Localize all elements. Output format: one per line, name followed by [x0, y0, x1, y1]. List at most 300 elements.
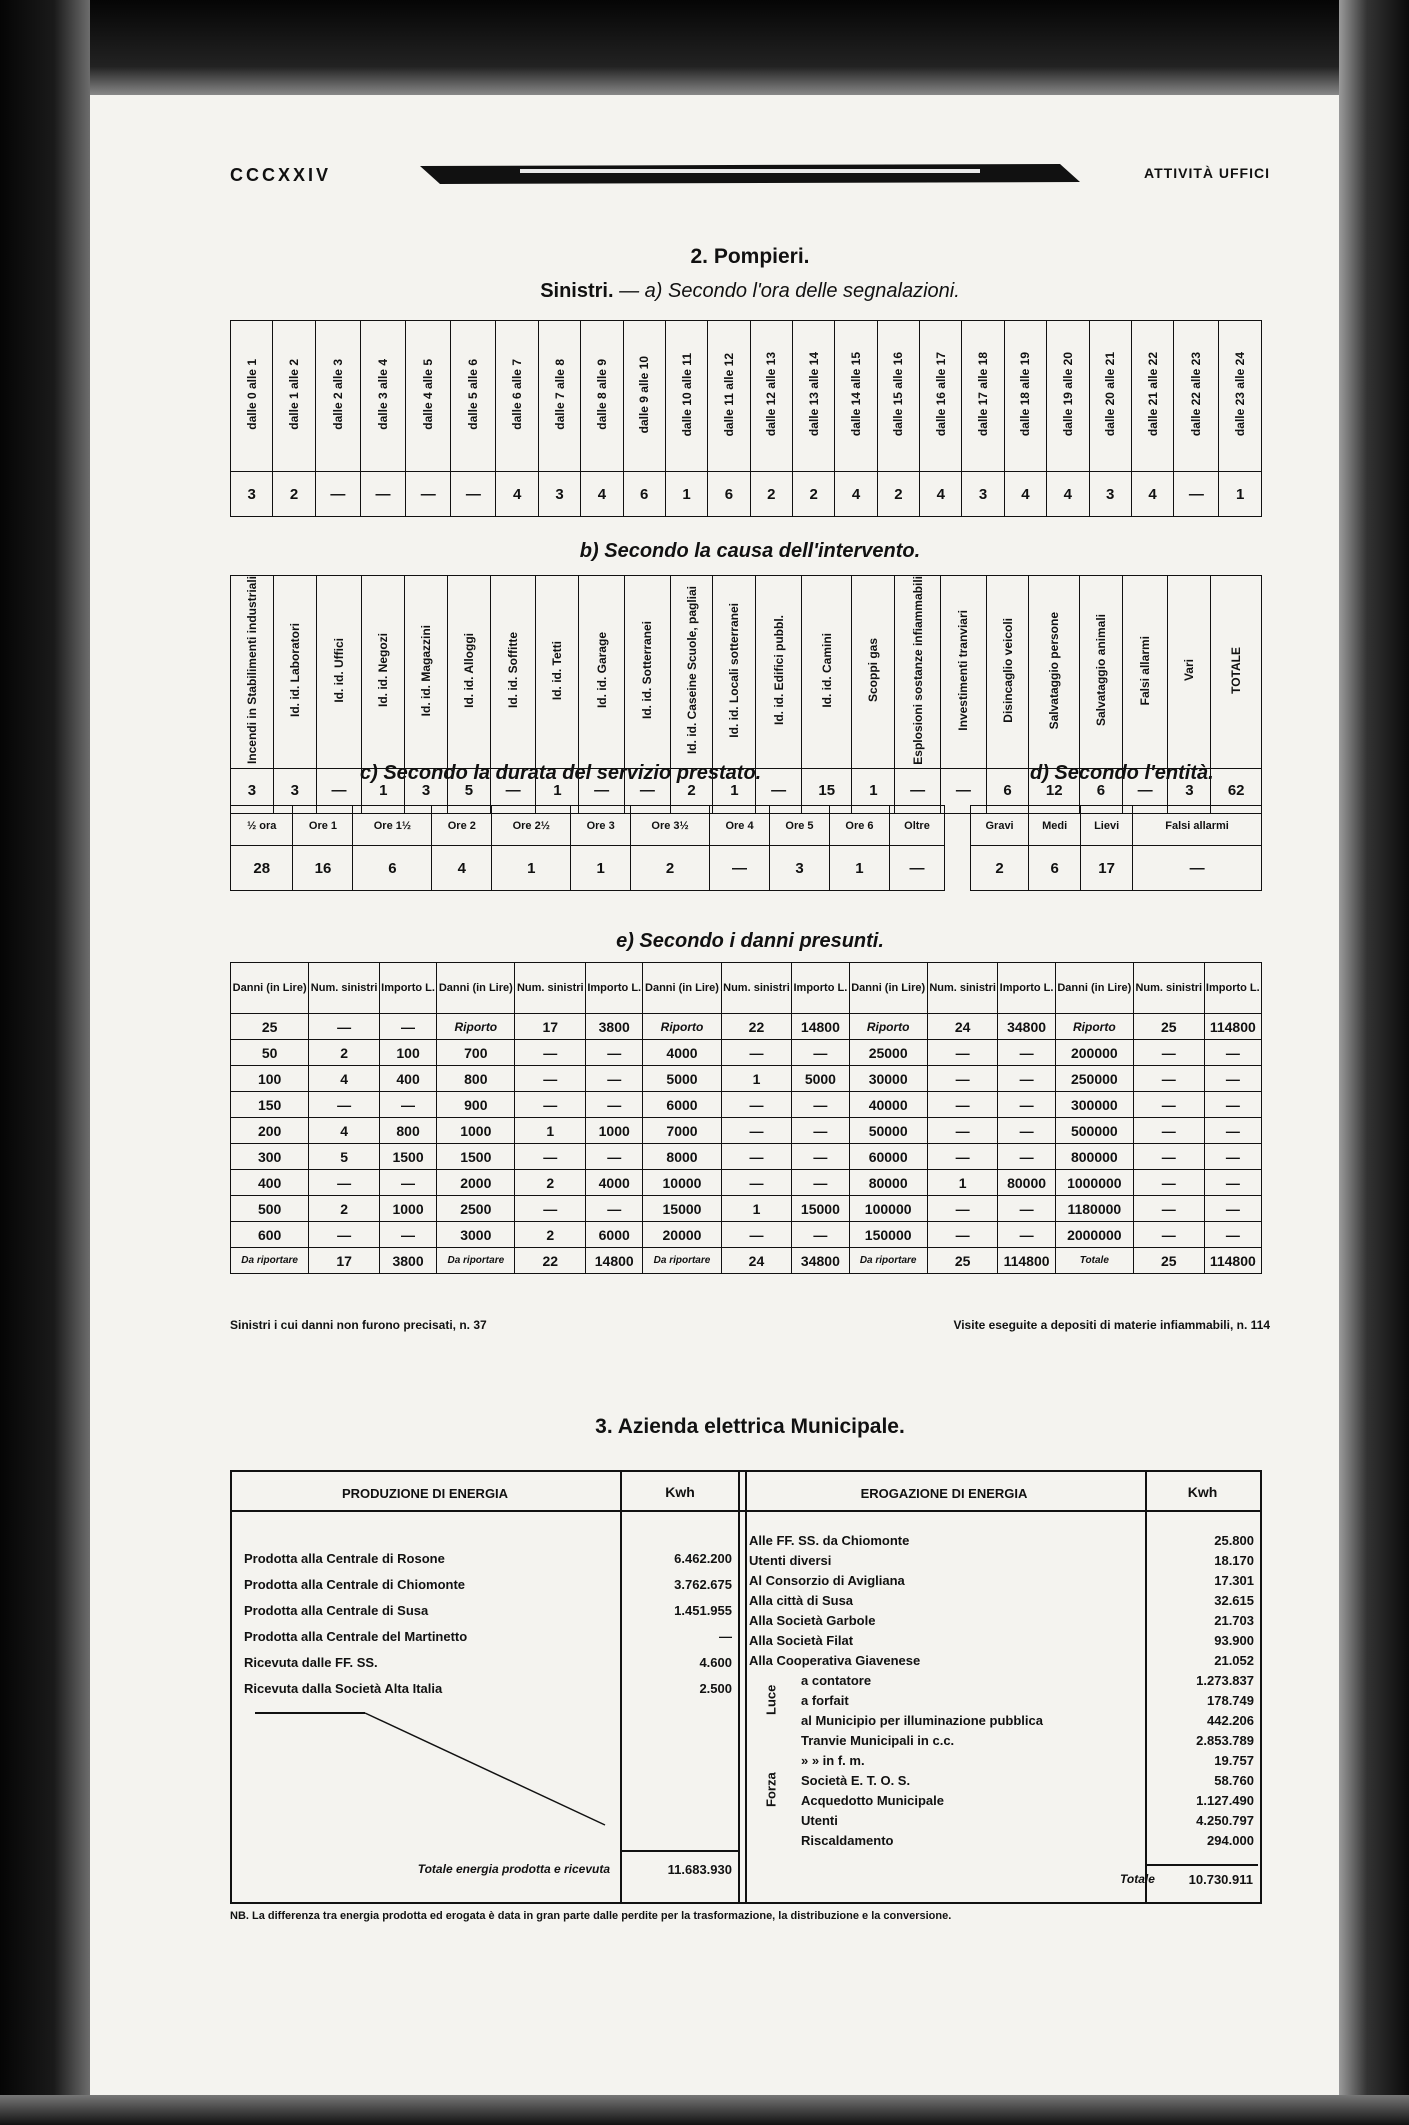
erog-kwh: 32.615: [1214, 1592, 1254, 1608]
cause-label: TOTALE: [1229, 646, 1244, 694]
damage-cell: —: [309, 1170, 380, 1196]
damage-cell: 150: [231, 1092, 309, 1118]
erog-label: Utenti diversi: [749, 1552, 832, 1568]
damage-cell: —: [927, 1066, 998, 1092]
damage-cell: —: [1204, 1040, 1261, 1066]
luce-row: [745, 1690, 1258, 1710]
luce-row-kwh: 442.206: [1207, 1712, 1254, 1728]
prod-kwh: 1.451.955: [674, 1602, 732, 1618]
luce-row-label: a forfait: [801, 1692, 849, 1708]
cause-label-cell: [986, 576, 1029, 769]
damage-total-cell: 24: [721, 1248, 792, 1274]
erog-total: 10.730.911: [1188, 1872, 1253, 1887]
forza-row-label: Tranvie Municipali in c.c.: [801, 1732, 955, 1748]
erog-kwh-header: Kwh: [1187, 1484, 1218, 1500]
cause-label-cell: [536, 576, 579, 769]
hour-label-cell: [1219, 321, 1262, 472]
prod-kwh: 3.762.675: [674, 1576, 732, 1592]
erog-row: [745, 1590, 1258, 1610]
erog-kwh: 21.703: [1214, 1612, 1254, 1628]
duration-value: —: [710, 846, 770, 891]
damage-cell: 2000000: [1055, 1222, 1133, 1248]
damage-cell: Riporto: [643, 1014, 721, 1040]
hour-label-cell: [750, 321, 792, 472]
damage-cell: 1500: [437, 1144, 515, 1170]
entity-value: —: [1133, 846, 1262, 891]
hour-label-cell: [406, 321, 451, 472]
damage-cell: 50: [231, 1040, 309, 1066]
hour-value: 3: [1089, 472, 1131, 517]
erog-total-label: Totale: [1120, 1872, 1155, 1886]
cause-value: 6: [986, 768, 1029, 813]
damage-cell: 80000: [849, 1170, 927, 1196]
hour-value: —: [315, 472, 360, 517]
damage-cell: —: [515, 1040, 586, 1066]
hour-value: 2: [792, 472, 834, 517]
prod-header: PRODUZIONE DI ENERGIA: [341, 1486, 509, 1501]
damage-cell: 4000: [643, 1040, 721, 1066]
erog-row: [745, 1530, 1258, 1550]
duration-value: 1: [571, 846, 631, 891]
damage-cell: —: [379, 1092, 436, 1118]
hour-label-cell: [496, 321, 538, 472]
duration-subtitle: c) Secondo la durata del servizio prestato.: [360, 762, 762, 784]
damage-cell: 15000: [792, 1196, 849, 1222]
cause-label: Id. id. Edifici pubbl.: [771, 615, 786, 726]
damage-total-cell: 25: [927, 1248, 998, 1274]
damage-header: Danni (in Lire): [849, 963, 927, 1014]
forza-row-label: » » in f. m.: [801, 1752, 865, 1768]
hour-label-cell: [360, 321, 405, 472]
damage-cell: 300000: [1055, 1092, 1133, 1118]
forza-row-kwh: 4.250.797: [1196, 1812, 1254, 1828]
damage-cell: 300: [231, 1144, 309, 1170]
damage-cell: —: [1204, 1196, 1261, 1222]
forza-row: [745, 1830, 1258, 1850]
hour-label: dalle 1 alle 2: [287, 359, 302, 430]
decorative-flourish: [255, 1705, 615, 1835]
damage-row: [231, 1144, 1262, 1170]
damage-cell: —: [309, 1222, 380, 1248]
cause-label: Id. id. Negozi: [376, 633, 391, 708]
damage-total-cell: 17: [309, 1248, 380, 1274]
damage-total-cell: 3800: [379, 1248, 436, 1274]
cause-label-cell: [670, 576, 713, 769]
damage-cell: —: [1204, 1092, 1261, 1118]
hour-label: dalle 13 alle 14: [806, 352, 821, 437]
damage-cell: 24: [927, 1014, 998, 1040]
duration-value: 2: [631, 846, 710, 891]
cause-value: 15: [801, 768, 852, 813]
damage-cell: —: [379, 1222, 436, 1248]
cause-value: —: [756, 768, 802, 813]
erog-row: [745, 1650, 1258, 1670]
damage-cell: 25000: [849, 1040, 927, 1066]
duration-label: Ore 6: [829, 806, 889, 846]
hour-label: dalle 16 alle 17: [933, 352, 948, 437]
erog-label: Al Consorzio di Avigliana: [749, 1572, 905, 1588]
forza-row-kwh: 58.760: [1214, 1772, 1254, 1788]
prod-row: [240, 1545, 736, 1571]
damage-cell: —: [586, 1092, 643, 1118]
prod-source: Prodotta alla Centrale di Rosone: [244, 1550, 445, 1566]
cause-label: Id. id. Magazzini: [419, 624, 434, 717]
hour-value: 6: [623, 472, 665, 517]
duration-label: Ore 1½: [353, 806, 432, 846]
hour-label-cell: [1004, 321, 1046, 472]
damage-cell: 20000: [643, 1222, 721, 1248]
erog-row: [745, 1550, 1258, 1570]
cause-label: Salvataggio persone: [1047, 611, 1062, 730]
erog-label: Alla Cooperativa Giavenese: [749, 1652, 921, 1668]
duration-label: ½ ora: [231, 806, 293, 846]
cause-label-cell: [895, 576, 941, 769]
document-page: [230, 150, 1270, 1950]
damage-total-cell: Totale: [1055, 1248, 1133, 1274]
hour-label: dalle 8 alle 9: [594, 359, 609, 430]
hour-value: 2: [877, 472, 919, 517]
damage-cell: —: [1204, 1170, 1261, 1196]
damage-cell: —: [927, 1222, 998, 1248]
hour-label-cell: [623, 321, 665, 472]
entity-label: Gravi: [971, 806, 1029, 846]
damage-total-cell: 114800: [1204, 1248, 1261, 1274]
erog-label: Alle FF. SS. da Chiomonte: [749, 1532, 910, 1548]
damage-total-cell: 34800: [792, 1248, 849, 1274]
damage-cell: 30000: [849, 1066, 927, 1092]
cause-value: 2: [670, 768, 713, 813]
damage-cell: 100: [379, 1040, 436, 1066]
damage-cell: 1000: [379, 1196, 436, 1222]
cause-label: Id. id. Tetti: [550, 640, 565, 700]
hour-value: —: [360, 472, 405, 517]
luce-row-kwh: 178.749: [1207, 1692, 1254, 1708]
damage-cell: 1000: [586, 1118, 643, 1144]
damage-cell: 2: [309, 1196, 380, 1222]
damage-cell: —: [721, 1040, 792, 1066]
entity-label: Lievi: [1081, 806, 1133, 846]
damage-cell: 6000: [643, 1092, 721, 1118]
cause-value: 6: [1079, 768, 1122, 813]
hour-label: dalle 14 alle 15: [849, 352, 864, 437]
hour-label-cell: [273, 321, 315, 472]
duration-value: 28: [231, 846, 293, 891]
damage-cell: —: [515, 1196, 586, 1222]
hour-label: dalle 19 alle 20: [1060, 352, 1075, 437]
erog-row: [745, 1570, 1258, 1590]
hour-label-cell: [920, 321, 962, 472]
damage-row: [231, 1066, 1262, 1092]
cause-label-cell: [447, 576, 490, 769]
duration-value: 1: [829, 846, 889, 891]
cause-label: Esplosioni sostanze infiammabili: [910, 576, 925, 765]
damage-cell: —: [586, 1040, 643, 1066]
hour-label: dalle 10 alle 11: [679, 352, 694, 437]
damage-table: [230, 962, 1262, 1274]
damage-total-cell: Da riportare: [437, 1248, 515, 1274]
damage-header: Num. sinistri: [515, 963, 586, 1014]
damage-total-cell: Da riportare: [231, 1248, 309, 1274]
prod-source: Prodotta alla Centrale di Chiomonte: [244, 1576, 466, 1592]
damage-cell: —: [998, 1196, 1055, 1222]
hour-value: 2: [750, 472, 792, 517]
hour-label: dalle 22 alle 23: [1189, 352, 1204, 437]
cause-label-cell: [1029, 576, 1080, 769]
cause-label-cell: [852, 576, 895, 769]
cause-label: Id. id. Locali sotterranei: [727, 603, 742, 738]
damage-cell: 60000: [849, 1144, 927, 1170]
prod-row: [240, 1597, 736, 1623]
damage-cell: 800: [379, 1118, 436, 1144]
hour-label: dalle 15 alle 16: [891, 352, 906, 437]
damage-row: [231, 1014, 1262, 1040]
hour-label: dalle 0 alle 1: [244, 359, 259, 430]
pompieri-title: 2. Pompieri.: [690, 245, 810, 268]
luce-row: [745, 1670, 1258, 1690]
section-title: ATTIVITÀ UFFICI: [1144, 165, 1270, 181]
hour-label-cell: [792, 321, 834, 472]
damage-cell: 1: [721, 1066, 792, 1092]
damage-header: Importo L.: [379, 963, 436, 1014]
damage-cell: —: [792, 1144, 849, 1170]
duration-value: 1: [492, 846, 571, 891]
hour-value: 6: [708, 472, 750, 517]
damage-cell: —: [792, 1170, 849, 1196]
hour-label-cell: [1089, 321, 1131, 472]
duration-label: Ore 2: [432, 806, 492, 846]
entity-label: Medi: [1029, 806, 1081, 846]
sinistri-label: Sinistri.: [540, 280, 614, 302]
cause-label: Vari: [1182, 659, 1197, 682]
damage-cell: —: [792, 1222, 849, 1248]
cause-label: Falsi allarmi: [1138, 635, 1153, 706]
hour-label: dalle 5 alle 6: [466, 359, 481, 430]
duration-label: Ore 3: [571, 806, 631, 846]
entity-subtitle: d) Secondo l'entità.: [1030, 762, 1214, 784]
entity-table: [970, 805, 1262, 891]
cause-label: Id. id. Camini: [819, 633, 834, 708]
erog-kwh: 93.900: [1214, 1632, 1254, 1648]
damage-header: Danni (in Lire): [1055, 963, 1133, 1014]
forza-row: [745, 1750, 1258, 1770]
damage-cell: —: [927, 1144, 998, 1170]
forza-row-label: Riscaldamento: [801, 1832, 894, 1848]
hour-value: 3: [538, 472, 580, 517]
prod-total-label: Totale energia prodotta e ricevuta: [417, 1862, 610, 1876]
damage-cell: —: [1133, 1170, 1204, 1196]
damage-cell: —: [721, 1118, 792, 1144]
cause-label-cell: [490, 576, 536, 769]
cause-label: Investimenti tranviari: [956, 610, 971, 731]
luce-row: [745, 1710, 1258, 1730]
forza-row-kwh: 19.757: [1214, 1752, 1254, 1768]
damage-cell: —: [515, 1092, 586, 1118]
damage-cell: —: [515, 1144, 586, 1170]
forza-row-label: Società E. T. O. S.: [801, 1772, 911, 1788]
erog-row: [745, 1630, 1258, 1650]
sinistri-subtitle: [230, 280, 1270, 303]
duration-label: Ore 3½: [631, 806, 710, 846]
entity-value: 6: [1029, 846, 1081, 891]
hour-label-cell: [315, 321, 360, 472]
damage-cell: —: [792, 1118, 849, 1144]
damage-cell: 50000: [849, 1118, 927, 1144]
duration-value: 4: [432, 846, 492, 891]
erog-kwh: 21.052: [1214, 1652, 1254, 1668]
duration-label: Ore 4: [710, 806, 770, 846]
damage-cell: —: [1204, 1222, 1261, 1248]
cause-value: —: [490, 768, 536, 813]
cause-value: 1: [713, 768, 756, 813]
damage-cell: 25: [1133, 1014, 1204, 1040]
duration-label: Ore 5: [770, 806, 830, 846]
damage-cell: 2: [309, 1040, 380, 1066]
cause-label: Id. id. Soffitte: [506, 632, 521, 709]
damage-cell: 4: [309, 1066, 380, 1092]
damage-header: Danni (in Lire): [643, 963, 721, 1014]
damage-cell: —: [998, 1118, 1055, 1144]
damage-cell: —: [1133, 1196, 1204, 1222]
cause-label: Id. id. Laboratori: [287, 623, 302, 718]
hour-label: dalle 4 alle 5: [421, 359, 436, 430]
hour-label: dalle 9 alle 10: [637, 355, 652, 434]
duration-label: Oltre: [889, 806, 944, 846]
damage-cell: —: [1133, 1118, 1204, 1144]
damage-cell: —: [998, 1066, 1055, 1092]
damage-cell: 6000: [586, 1222, 643, 1248]
damage-cell: —: [1204, 1144, 1261, 1170]
prod-kwh-header: Kwh: [665, 1484, 695, 1500]
cause-value: 1: [362, 768, 405, 813]
hour-label: dalle 18 alle 19: [1018, 352, 1033, 437]
damage-total-cell: Da riportare: [849, 1248, 927, 1274]
damage-cell: —: [721, 1092, 792, 1118]
cause-value: 3: [273, 768, 316, 813]
forza-row-kwh: 294.000: [1207, 1832, 1254, 1848]
erogation-table: [745, 1530, 1258, 1850]
damage-cell: 800: [437, 1066, 515, 1092]
entity-label: Falsi allarmi: [1133, 806, 1262, 846]
hour-value: 4: [581, 472, 623, 517]
damage-cell: —: [721, 1222, 792, 1248]
damage-cell: 4: [309, 1118, 380, 1144]
prod-kwh: 2.500: [699, 1680, 732, 1696]
damage-cell: —: [998, 1040, 1055, 1066]
prod-source: Prodotta alla Centrale del Martinetto: [244, 1628, 468, 1644]
hour-label-cell: [708, 321, 750, 472]
cause-value: 1: [852, 768, 895, 813]
cause-value: —: [316, 768, 362, 813]
cause-value: 12: [1029, 768, 1080, 813]
damage-subtitle: e) Secondo i danni presunti.: [616, 930, 884, 952]
damage-header: Num. sinistri: [927, 963, 998, 1014]
damage-cell: 14800: [792, 1014, 849, 1040]
damage-cell: —: [515, 1066, 586, 1092]
hour-label: dalle 20 alle 21: [1103, 352, 1118, 437]
cause-label-cell: [1079, 576, 1122, 769]
cause-label: Incendi in Stabilimenti industriali: [244, 576, 259, 765]
forza-group-label: Forza: [763, 1772, 779, 1808]
duration-table: [230, 805, 945, 891]
erog-header: EROGAZIONE DI ENERGIA: [860, 1486, 1028, 1501]
damage-total-cell: 22: [515, 1248, 586, 1274]
damage-cell: 600: [231, 1222, 309, 1248]
cause-value: 3: [1168, 768, 1211, 813]
hour-label-cell: [962, 321, 1004, 472]
damage-cell: 400: [379, 1066, 436, 1092]
damage-cell: —: [309, 1092, 380, 1118]
damage-header: Importo L.: [1204, 963, 1261, 1014]
damage-cell: —: [792, 1092, 849, 1118]
damage-header: Importo L.: [792, 963, 849, 1014]
damage-cell: —: [1133, 1040, 1204, 1066]
erog-label: Alla Società Filat: [749, 1632, 854, 1648]
damage-cell: 800000: [1055, 1144, 1133, 1170]
prod-row: [240, 1675, 736, 1701]
azienda-title: 3. Azienda elettrica Municipale.: [595, 1415, 905, 1438]
prod-kwh: 6.462.200: [674, 1550, 732, 1566]
cause-label-cell: [1122, 576, 1168, 769]
damage-row: [231, 1118, 1262, 1144]
hour-value: 1: [665, 472, 707, 517]
duration-label: Ore 2½: [492, 806, 571, 846]
damage-cell: 4000: [586, 1170, 643, 1196]
cause-value: 3: [231, 768, 274, 813]
cause-label-cell: [316, 576, 362, 769]
damage-cell: 7000: [643, 1118, 721, 1144]
cause-value: 62: [1211, 768, 1262, 813]
hour-label: dalle 17 alle 18: [976, 352, 991, 437]
production-table: [240, 1545, 736, 1701]
damage-cell: 150000: [849, 1222, 927, 1248]
hour-value: —: [406, 472, 451, 517]
damage-cell: 1: [927, 1170, 998, 1196]
damage-cell: —: [586, 1196, 643, 1222]
hour-value: 4: [835, 472, 877, 517]
duration-value: 16: [293, 846, 353, 891]
cause-label: Salvataggio animali: [1093, 614, 1108, 727]
hour-label-cell: [451, 321, 496, 472]
damage-cell: 3800: [586, 1014, 643, 1040]
erog-row: [745, 1610, 1258, 1630]
forza-row: [745, 1770, 1258, 1790]
prod-kwh: 4.600: [699, 1654, 732, 1670]
damage-cell: —: [1133, 1144, 1204, 1170]
cause-label-cell: [273, 576, 316, 769]
damage-row: [231, 1196, 1262, 1222]
damage-cell: 1000000: [1055, 1170, 1133, 1196]
forza-row-label: Acquedotto Municipale: [801, 1792, 944, 1808]
forza-row-kwh: 2.853.789: [1196, 1732, 1254, 1748]
damage-cell: —: [1204, 1118, 1261, 1144]
hour-value: —: [451, 472, 496, 517]
damage-cell: 900: [437, 1092, 515, 1118]
damage-cell: 500000: [1055, 1118, 1133, 1144]
damage-cell: 114800: [1204, 1014, 1261, 1040]
luce-group-label: Luce: [763, 1684, 779, 1716]
damage-cell: 100: [231, 1066, 309, 1092]
damage-cell: —: [1133, 1066, 1204, 1092]
damage-cell: —: [998, 1222, 1055, 1248]
damage-header: Num. sinistri: [1133, 963, 1204, 1014]
hour-value: 3: [231, 472, 273, 517]
duration-value: 3: [770, 846, 830, 891]
hour-value: 4: [1004, 472, 1046, 517]
damage-cell: —: [1133, 1092, 1204, 1118]
cause-label-cell: [362, 576, 405, 769]
header-ornament: [420, 162, 1080, 186]
cause-label-cell: [801, 576, 852, 769]
